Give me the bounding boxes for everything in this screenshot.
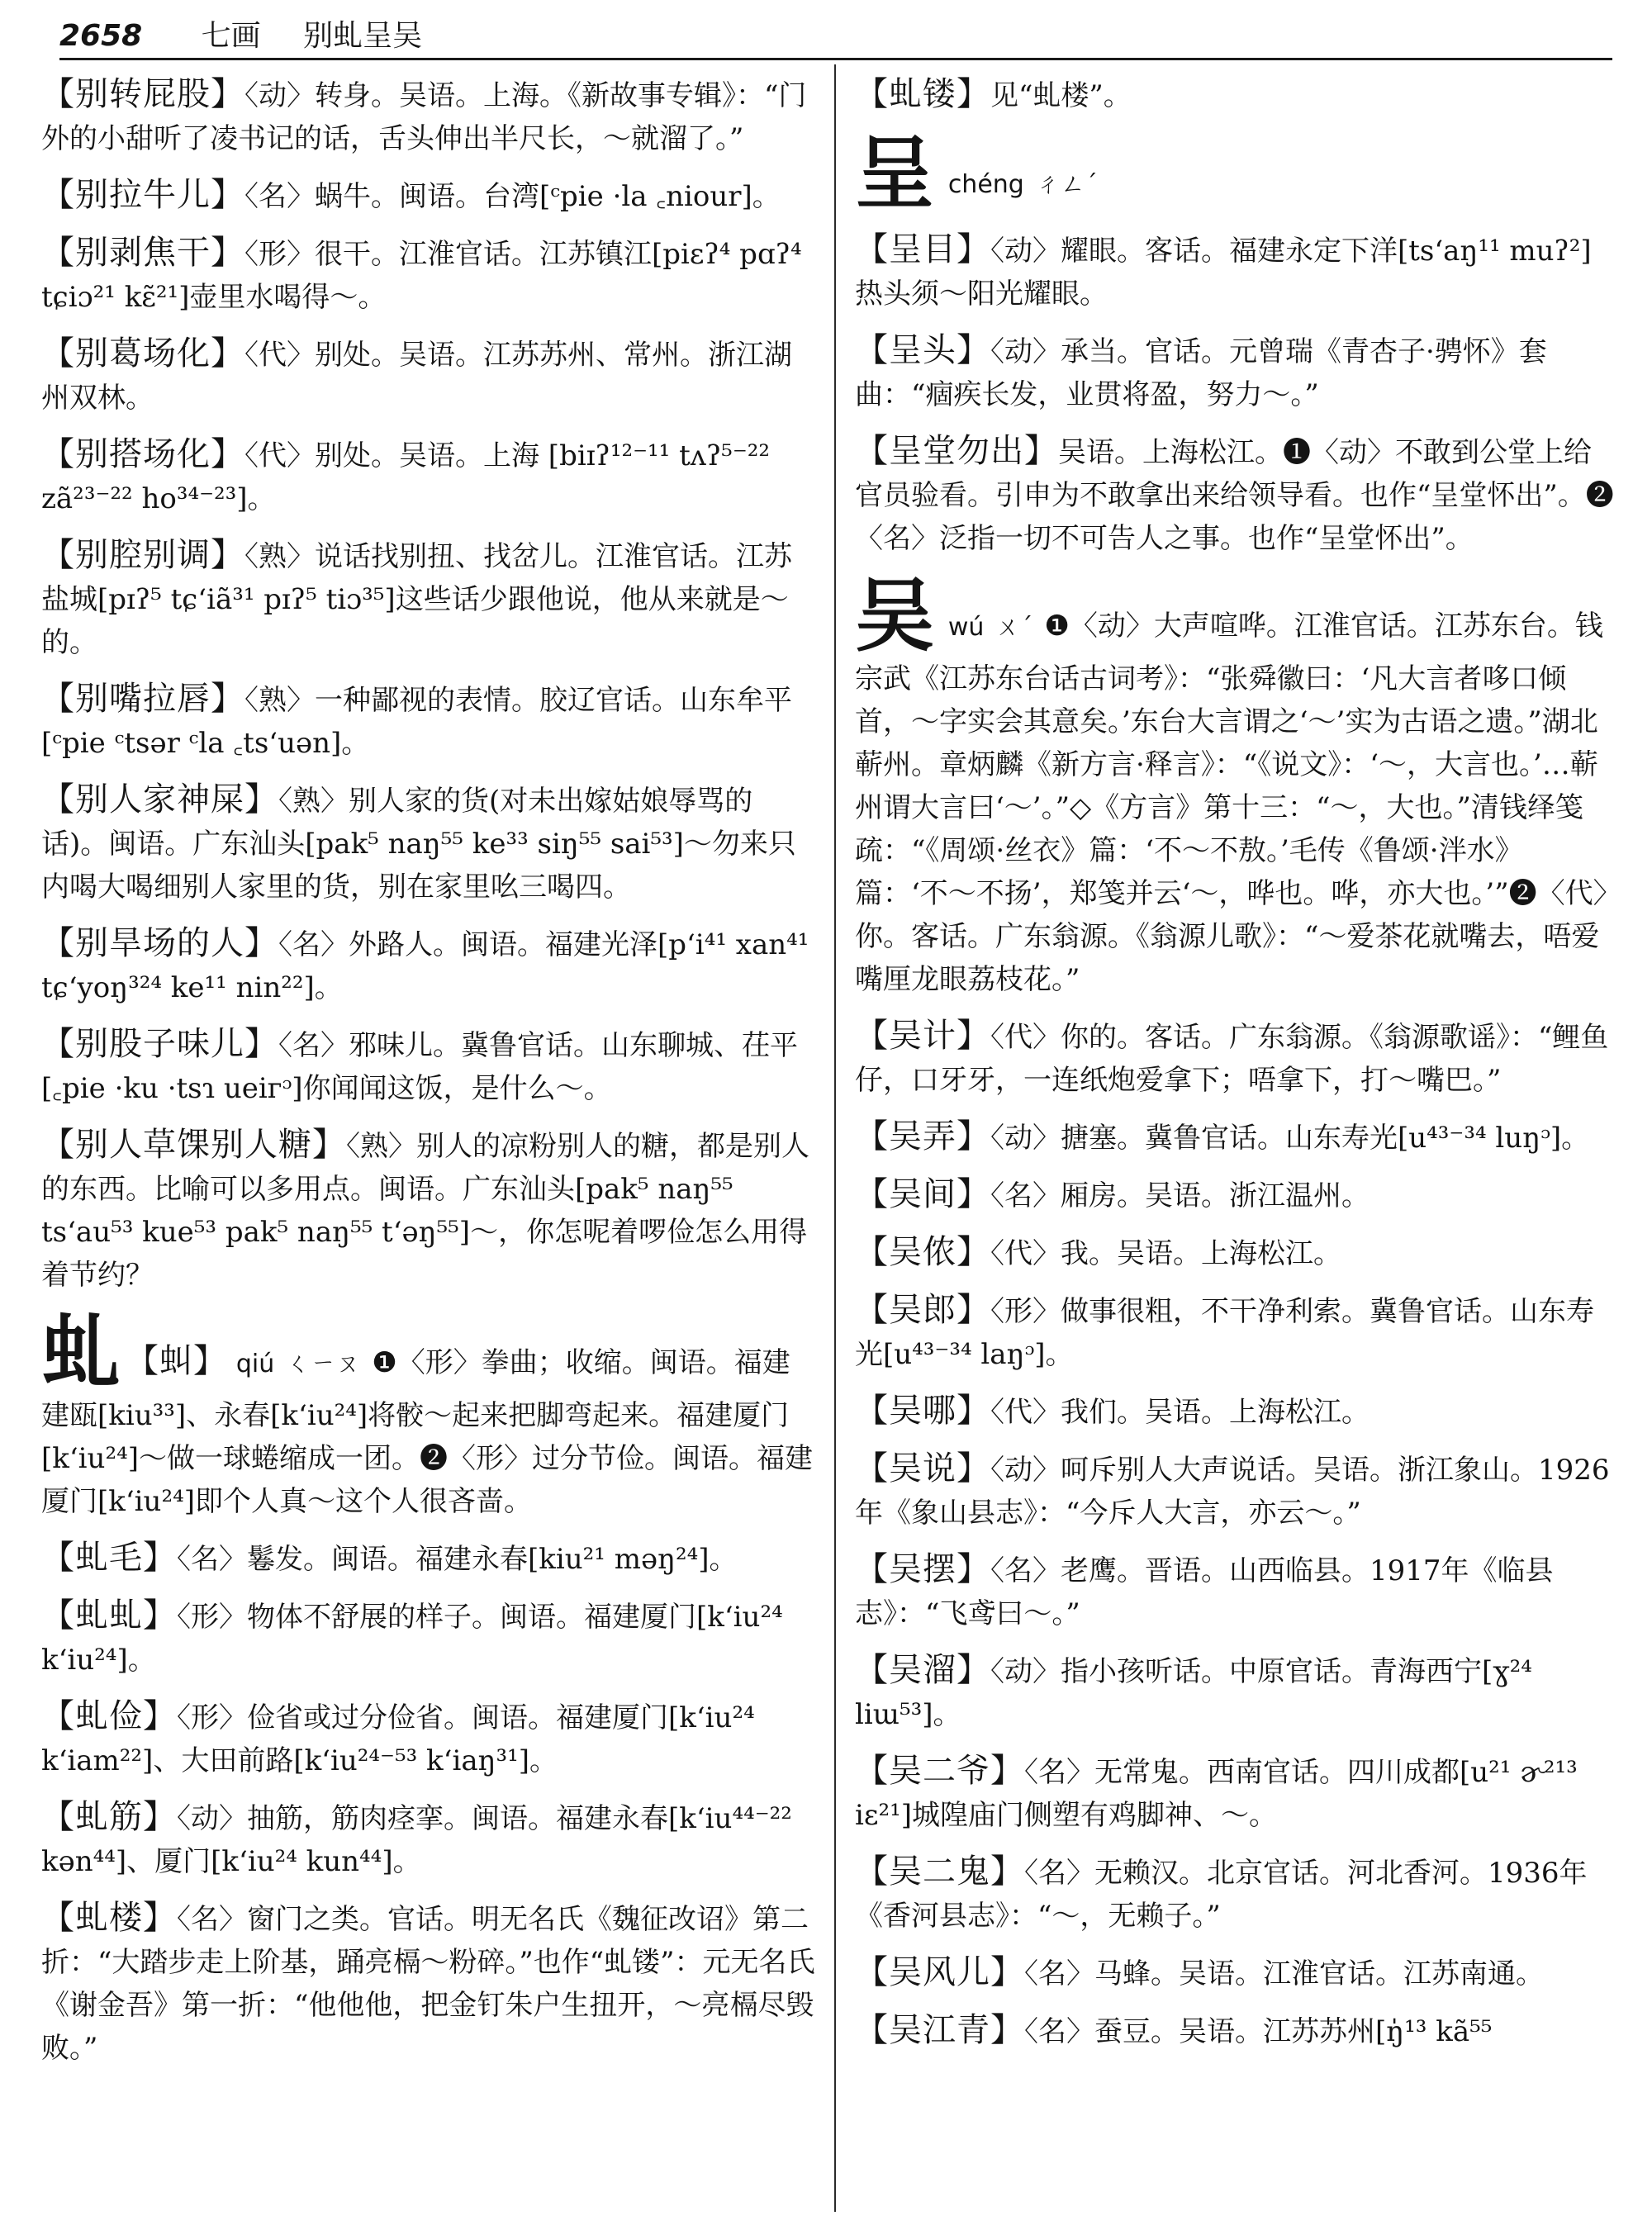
entry-definition: 〈代〉我。吴语。上海松江。 <box>990 1237 1341 1270</box>
left-column <box>41 73 818 2212</box>
right-column <box>855 73 1615 2212</box>
entry-definition: 〈形〉俭省或过分俭省。闽语。福建厦门[kʻiu²⁴ kʻiam²²]、大田前路[kʻiu²⁴⁻⁵³ kʻiaŋ³¹]。 <box>41 1701 755 1777</box>
entry-headword: 【别转屁股】 <box>41 75 244 113</box>
entry-definition: 〈名〉邪味儿。冀鲁官话。山东聊城、茌平[꜀pie ·ku ·tsɿ uеiгᵓ]你闻闻这饭，是什么～。 <box>41 1029 798 1105</box>
dictionary-entry <box>41 1123 818 1297</box>
entry-definition: 〈名〉蜗牛。闽语。台湾[ᶜpie ·la ꜀niour]。 <box>244 180 781 213</box>
entry-headword: 【吴江青】 <box>855 2011 1024 2049</box>
dictionary-entry <box>41 231 818 319</box>
entry-headword: 【别葛场化】 <box>41 334 244 372</box>
entry-headword: 【别嘴拉唇】 <box>41 680 244 718</box>
entry-definition: 〈动〉抽筋，筋肉痉挛。闽语。福建永春[kʻiu⁴⁴⁻²² kən⁴⁴]、厦门[kʻiu²⁴ kun⁴⁴]。 <box>41 1802 792 1878</box>
page-header <box>59 15 1612 60</box>
dictionary-entry <box>41 73 818 160</box>
entry-headword: 【吴郎】 <box>855 1291 990 1329</box>
entry-headword: 【虬毛】 <box>41 1539 177 1577</box>
dictionary-entry <box>855 1951 1615 1995</box>
dictionary-entry <box>855 1749 1615 1837</box>
entry-headword: 【吴说】 <box>855 1450 990 1487</box>
entry-headword: 【虬虬】 <box>41 1597 177 1635</box>
entry-headword: 【吴侬】 <box>855 1233 990 1271</box>
dictionary-entry <box>41 778 818 909</box>
entry-definition: 〈动〉指小孩听话。中原官话。青海西宁[ɣ²⁴ liɯ⁵³]。 <box>855 1655 1532 1731</box>
entry-definition: 〈动〉搪塞。冀鲁官话。山东寿光[u⁴³⁻³⁴ luŋᵓ]。 <box>990 1122 1590 1155</box>
main-headword-entry <box>41 1306 818 1523</box>
dictionary-entry <box>41 1896 818 2070</box>
entry-headword: 【别旱场的人】 <box>41 924 278 962</box>
dictionary-entry <box>855 1014 1615 1102</box>
dictionary-entry <box>855 1850 1615 1938</box>
entry-definition: 〈代〉你的。客话。广东翁源。《翁源歌谣》：“鲤鱼仔，口牙牙，一连纸炮爱拿下；唔拿下，打～嘴巴。” <box>855 1021 1609 1097</box>
entry-headword: 【吴间】 <box>855 1175 990 1213</box>
dictionary-entry <box>41 677 818 765</box>
zhuyin-reading: ㄨˊ <box>995 613 1033 642</box>
entry-headword: 【呈头】 <box>855 331 990 369</box>
stroke-count-label: 七画 <box>201 19 261 53</box>
entry-definition: 〈名〉老鹰。晋语。山西临县。1917年《临县志》：“飞鸢曰～。” <box>855 1554 1554 1630</box>
dictionary-entry <box>41 534 818 664</box>
entry-definition: 〈名〉蚕豆。吴语。江苏苏州[ŋ̍¹³ kã⁵⁵ <box>1024 2015 1493 2048</box>
entry-headword: 【虬楼】 <box>41 1899 177 1937</box>
page-number: 2658 <box>59 19 143 53</box>
entry-definition: 〈熟〉别人的凉粉别人的糖，都是别人的东西。比喻可以多用点。闽语。广东汕头[pak⁵ naŋ⁵⁵ tsʻau⁵³ kue⁵³ pak⁵ naŋ⁵⁵ tʻəŋ⁵⁵]～，你怎呢着啰俭怎么用得着节约？ <box>41 1130 809 1292</box>
entry-definition: 〈名〉鬈发。闽语。福建永春[kiu²¹ məŋ²⁴]。 <box>177 1543 738 1576</box>
entry-headword: 【别股子味儿】 <box>41 1025 278 1063</box>
pinyin-reading: qiú <box>235 1350 275 1378</box>
dictionary-entry <box>855 1548 1615 1635</box>
dictionary-entry <box>855 1288 1615 1376</box>
dictionary-entry <box>41 922 818 1009</box>
entry-definition: ❶〈动〉大声喧哗。江淮官话。江苏东台。钱宗武《江苏东台话古词考》：“张舜徽曰：‘凡大言者哆口倾首，～字实会其意矣。’东台大言谓之‘～’实为古语之遗。”湖北蕲州。章炳麟《新方言·释言》：“《说文》：‘～，大言也。’…蕲州谓大言曰‘～’。”◇《方言》第十三：“～，大也。”清钱绎笺疏：“《周颂·丝衣》篇：‘不～不敖。’毛传《鲁颂·泮水》篇：‘不～不扬’，郑笺并云‘～，哗也。哗，亦大也。’”❷〈代〉你。客话。广东翁源。《翁源儿歌》：“～爱茶花就嘴去，唔爱嘴厘龙眼荔枝花。” <box>855 610 1607 996</box>
entry-headword: 【别腔别调】 <box>41 536 244 574</box>
entry-definition: 〈名〉窗门之类。官话。明无名氏《魏征改诏》第二折：“大踏步走上阶基，踊亮槅～粉碎。”也作“虬镂”：元无名氏《谢金吾》第一折：“他他他，把金钉朱户生扭开，～亮槅尽毁败。” <box>41 1903 815 2065</box>
dictionary-entry <box>41 1796 818 1883</box>
entry-headword: 【吴二爷】 <box>855 1752 1024 1790</box>
entry-definition: 〈名〉马蜂。吴语。江淮官话。江苏南通。 <box>1024 1957 1544 1990</box>
main-headword-entry <box>855 126 1615 220</box>
entry-definition: 〈熟〉别人家的货(对未出嫁姑娘辱骂的话)。闽语。广东汕头[pak⁵ naŋ⁵⁵ ke³³ siŋ⁵⁵ sai⁵³]～勿来只内喝大喝细别人家里的货，别在家里吆三喝四。 <box>41 785 796 904</box>
dictionary-entry <box>855 2009 1615 2053</box>
entry-definition: 〈动〉耀眼。客话。福建永定下洋[tsʻaŋ¹¹ muʔ²]热头须～阳光耀眼。 <box>855 235 1592 311</box>
entry-headword: 【别剥焦干】 <box>41 234 244 272</box>
main-headword-entry <box>855 569 1615 1001</box>
entry-headword: 【虬筋】 <box>41 1798 177 1836</box>
entry-headword: 【呈堂勿出】 <box>855 432 1058 470</box>
main-headword-character: 呈 <box>855 126 934 220</box>
dictionary-entry <box>855 1389 1615 1434</box>
entry-definition: 〈动〉转身。吴语。上海。《新故事专辑》：“门外的小甜听了凌书记的话，舌头伸出半尺长，～就溜了。” <box>41 79 807 155</box>
entry-headword: 【别人草馃别人糖】 <box>41 1126 346 1164</box>
entry-headword: 【吴计】 <box>855 1017 990 1055</box>
main-headword-character: 吴 <box>855 569 934 662</box>
dictionary-entry <box>855 228 1615 316</box>
entry-headword: 【吴溜】 <box>855 1651 990 1689</box>
dictionary-entry <box>41 1536 818 1581</box>
entry-headword: 【别搭场化】 <box>41 435 244 473</box>
pinyin-reading: chéng <box>947 170 1024 199</box>
entry-definition: 〈代〉我们。吴语。上海松江。 <box>990 1396 1370 1429</box>
dictionary-entry <box>41 332 818 420</box>
entry-headword: 【别拉牛儿】 <box>41 176 244 214</box>
entry-definition: 〈名〉厢房。吴语。浙江温州。 <box>990 1179 1370 1212</box>
entry-definition: 〈名〉无常鬼。西南官话。四川成都[u²¹ ɚ²¹³ iɛ²¹]城隍庙门侧塑有鸡脚神、～。 <box>855 1756 1578 1832</box>
column-divider <box>834 64 836 2212</box>
dictionary-entry <box>41 1594 818 1682</box>
entry-definition: 见“虬楼”。 <box>990 79 1132 112</box>
dictionary-entry <box>41 433 818 520</box>
dictionary-entry <box>41 1022 818 1110</box>
variant-headword: 【虯】 <box>126 1342 227 1380</box>
entry-definition: 〈形〉很干。江淮官话。江苏镇江[piɛʔ⁴ pɑʔ⁴ tɕiɔ²¹ kɛ̃²¹]壶里水喝得～。 <box>41 238 802 314</box>
dictionary-entry <box>855 1649 1615 1736</box>
entry-definition: 〈熟〉一种鄙视的表情。胶辽官话。山东牟平[ᶜpie ᶜtsər ᶜla ꜀tsʻuən]。 <box>41 684 792 760</box>
entry-headword: 【虬镂】 <box>855 75 990 113</box>
dictionary-entry <box>855 429 1615 560</box>
entry-definition: 吴语。上海松江。❶〈动〉不敢到公堂上给官员验看。引申为不敢拿出来给领导看。也作“呈堂怀出”。❷〈名〉泛指一切不可告人之事。也作“呈堂怀出”。 <box>855 436 1614 555</box>
dictionary-entry <box>855 73 1615 117</box>
entry-headword: 【吴摆】 <box>855 1550 990 1588</box>
entry-definition: 〈熟〉说话找别扭、找岔儿。江淮官话。江苏盐城[pɪʔ⁵ tɕʻiã³¹ pɪʔ⁵ tiɔ³⁵]这些话少跟他说，他从来就是～的。 <box>41 540 792 659</box>
entry-definition: 〈名〉无赖汉。北京官话。河北香河。1936年《香河县志》：“～，无赖子。” <box>855 1857 1588 1933</box>
entry-definition: 〈代〉别处。吴语。上海 [biɪʔ¹²⁻¹¹ tʌʔ⁵⁻²² zã²³⁻²² ho³⁴⁻²³]。 <box>41 439 771 515</box>
pinyin-reading: wú <box>947 613 985 642</box>
entry-definition: 〈动〉呵斥别人大声说话。吴语。浙江象山。1926年《象山县志》：“今斥人大言，亦云～。” <box>855 1454 1610 1530</box>
dictionary-entry <box>855 329 1615 416</box>
entry-definition: 〈形〉做事很粗，不干净利索。冀鲁官话。山东寿光[u⁴³⁻³⁴ laŋᵓ]。 <box>855 1295 1594 1371</box>
entry-definition: 〈形〉物体不舒展的样子。闽语。福建厦门[kʻiu²⁴ kʻiu²⁴]。 <box>41 1601 783 1677</box>
dictionary-entry <box>855 1115 1615 1160</box>
entry-definition: 〈代〉别处。吴语。江苏苏州、常州。浙江湖州双林。 <box>41 339 792 415</box>
section-characters: 别虬呈吴 <box>303 19 423 53</box>
entry-headword: 【吴风儿】 <box>855 1953 1024 1991</box>
entry-headword: 【虬俭】 <box>41 1697 177 1735</box>
zhuyin-reading: ㄑㄧㄡ <box>286 1350 361 1378</box>
entry-headword: 【吴哪】 <box>855 1392 990 1430</box>
entry-headword: 【呈目】 <box>855 230 990 268</box>
dictionary-entry <box>855 1173 1615 1217</box>
entry-definition: 〈动〉承当。官话。元曾瑞《青杏子·骋怀》套曲：“痼疾长发，业贯将盈，努力～。” <box>855 335 1547 411</box>
dictionary-entry <box>855 1231 1615 1275</box>
main-headword-character: 虬 <box>41 1306 121 1399</box>
zhuyin-reading: ㄔㄥˊ <box>1035 170 1098 199</box>
entry-headword: 【吴弄】 <box>855 1117 990 1155</box>
entry-headword: 【吴二鬼】 <box>855 1853 1024 1891</box>
entry-headword: 【别人家神屎】 <box>41 780 278 818</box>
dictionary-entry <box>855 1447 1615 1535</box>
entry-definition: 〈名〉外路人。闽语。福建光泽[pʻi⁴¹ xan⁴¹ tɕʻyoŋ³²⁴ ke¹¹ nin²²]。 <box>41 928 809 1004</box>
dictionary-entry <box>41 1695 818 1782</box>
entry-definition: ❶〈形〉拳曲；收缩。闽语。福建建瓯[kiu³³]、永春[kʻiu²⁴]将骹～起来把脚弯起来。福建厦门[kʻiu²⁴]～做一球蜷缩成一团。❷〈形〉过分节俭。闽语。福建厦门[kʻiu²⁴]即个人真～这个人很吝啬。 <box>41 1346 813 1518</box>
dictionary-entry <box>41 173 818 218</box>
